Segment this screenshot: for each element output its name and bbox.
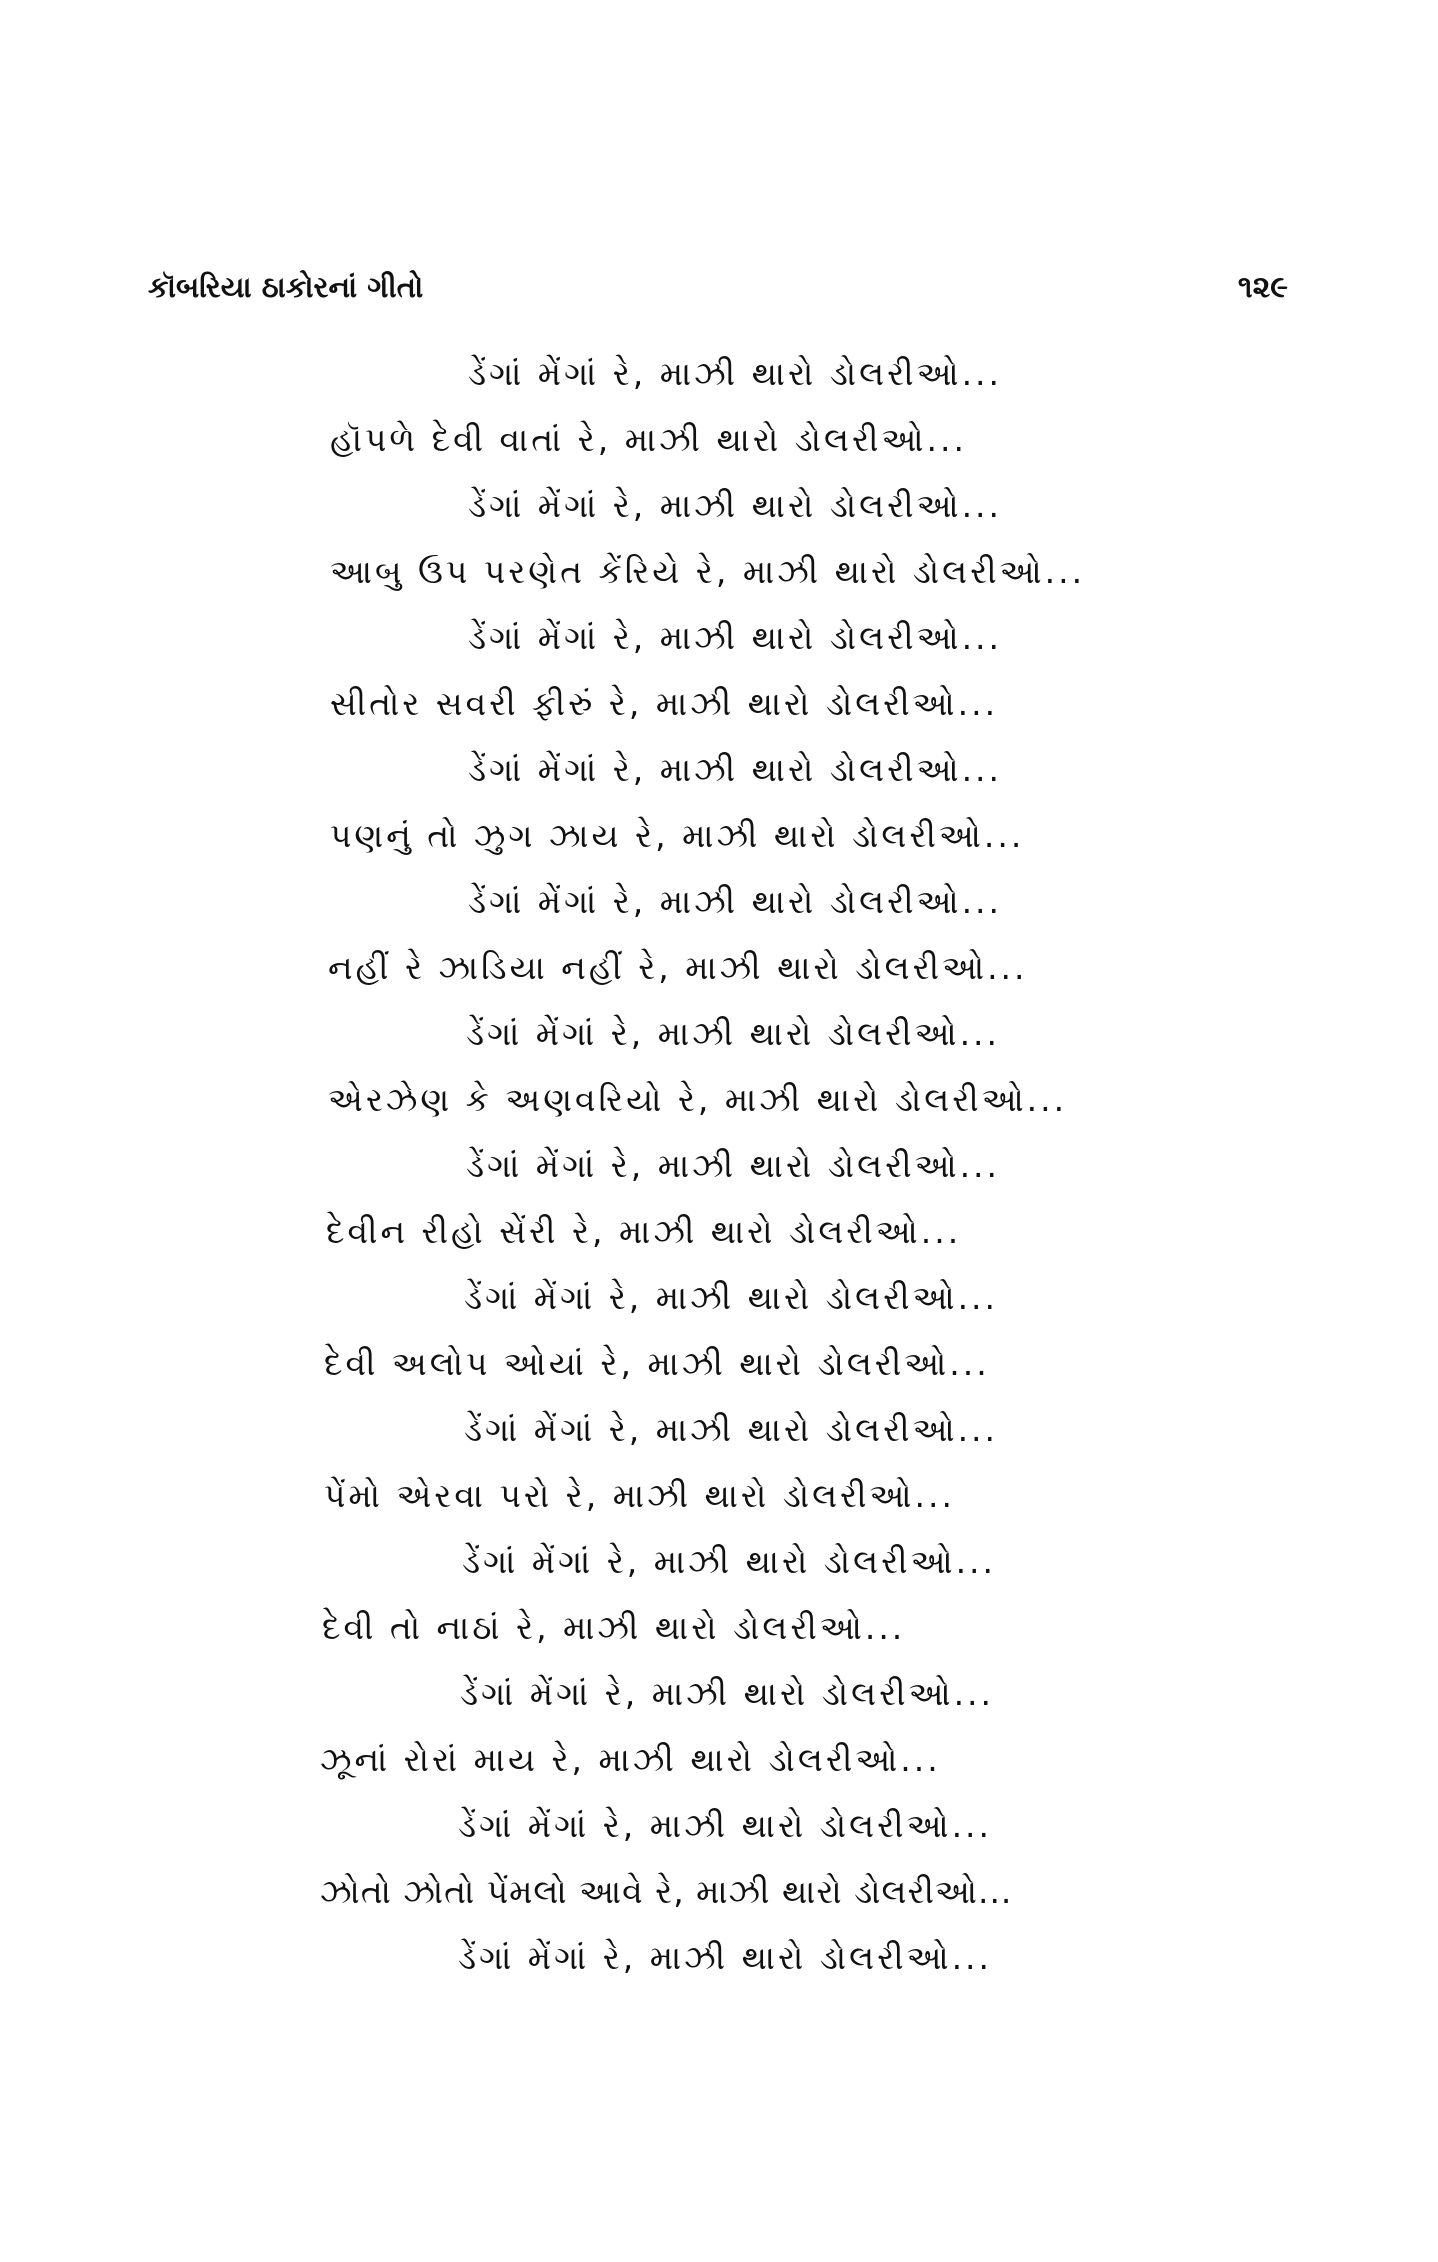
verse-line-refrain: ડેંગાં મેંગાં રે, માઝી થારો ડોલરીઓ... bbox=[468, 882, 1003, 921]
running-title: કૉબરિયા ઠાકોરનાં ગીતો bbox=[148, 269, 424, 304]
verse-line-refrain: ડેંગાં મેંગાં રે, માઝી થારો ડોલરીઓ... bbox=[460, 1674, 995, 1713]
verse-line-refrain: ડેંગાં મેંગાં રે, માઝી થારો ડોલરીઓ... bbox=[468, 354, 1003, 393]
verse-line: દેવી તો નાઠાં રે, માઝી થારો ડોલરીઓ... bbox=[322, 1608, 906, 1647]
verse-line-refrain: ડેંગાં મેંગાં રે, માઝી થારો ડોલરીઓ... bbox=[466, 1146, 1001, 1185]
verse-line-refrain: ડેંગાં મેંગાં રે, માઝી થારો ડોલરીઓ... bbox=[468, 750, 1003, 789]
verse-line: સીતોર સવરી ફીરું રે, માઝી થારો ડોલરીઓ... bbox=[330, 684, 999, 723]
verse-line-refrain: ડેંગાં મેંગાં રે, માઝી થારો ડોલરીઓ... bbox=[464, 1278, 999, 1317]
verse-line: દેવીન રીહો સેંરી રે, માઝી થારો ડોલરીઓ... bbox=[326, 1212, 962, 1251]
verse-line-refrain: ડેંગાં મેંગાં રે, માઝી થારો ડોલરીઓ... bbox=[464, 1410, 999, 1449]
verse-line: આબુ ઉપ પરણેત કેંરિયે રે, માઝી થારો ડોલરીઓ... bbox=[330, 552, 1086, 591]
running-head bbox=[148, 262, 1288, 312]
verse-line-refrain: ડેંગાં મેંગાં રે, માઝી થારો ડોલરીઓ... bbox=[462, 1542, 997, 1581]
verse-line: નહીં રે ઝાડિયા નહીં રે, માઝી થારો ડોલરીઓ... bbox=[328, 948, 1028, 987]
verse-line-refrain: ડેંગાં મેંગાં રે, માઝી થારો ડોલરીઓ... bbox=[458, 1806, 993, 1845]
verse-line-refrain: ડેંગાં મેંગાં રે, માઝી થારો ડોલરીઓ... bbox=[468, 486, 1003, 525]
verse-line: પણનું તો ઝુગ ઝાય રે, માઝી થારો ડોલરીઓ... bbox=[330, 816, 1025, 855]
verse-line: હૉપળે દેવી વાતાં રે, માઝી થારો ડોલરીઓ... bbox=[330, 420, 967, 459]
verse-line: ઝૂનાં રોરાં માય રે, માઝી થારો ડોલરીઓ... bbox=[320, 1740, 941, 1779]
verse-line-refrain: ડેંગાં મેંગાં રે, માઝી થારો ડોલરીઓ... bbox=[458, 1938, 993, 1977]
verse-line: દેવી અલોપ ઓયાં રે, માઝી થારો ડોલરીઓ... bbox=[324, 1344, 990, 1383]
verse-line-refrain: ડેંગાં મેંગાં રે, માઝી થારો ડોલરીઓ... bbox=[466, 1014, 1001, 1053]
page-number: ૧૨૯ bbox=[1237, 269, 1288, 305]
verse-line-refrain: ડેંગાં મેંગાં રે, માઝી થારો ડોલરીઓ... bbox=[468, 618, 1003, 657]
verse-line: એરઝેણ કે અણવરિયો રે, માઝી થારો ડોલરીઓ... bbox=[328, 1080, 1068, 1119]
verse-line: પેંમો એરવા પરો રે, માઝી થારો ડોલરીઓ... bbox=[324, 1476, 955, 1515]
verse-line: ઝોતો ઝોતો પેંમલો આવે રે, માઝી થારો ડોલરીઓ... bbox=[320, 1872, 1013, 1911]
